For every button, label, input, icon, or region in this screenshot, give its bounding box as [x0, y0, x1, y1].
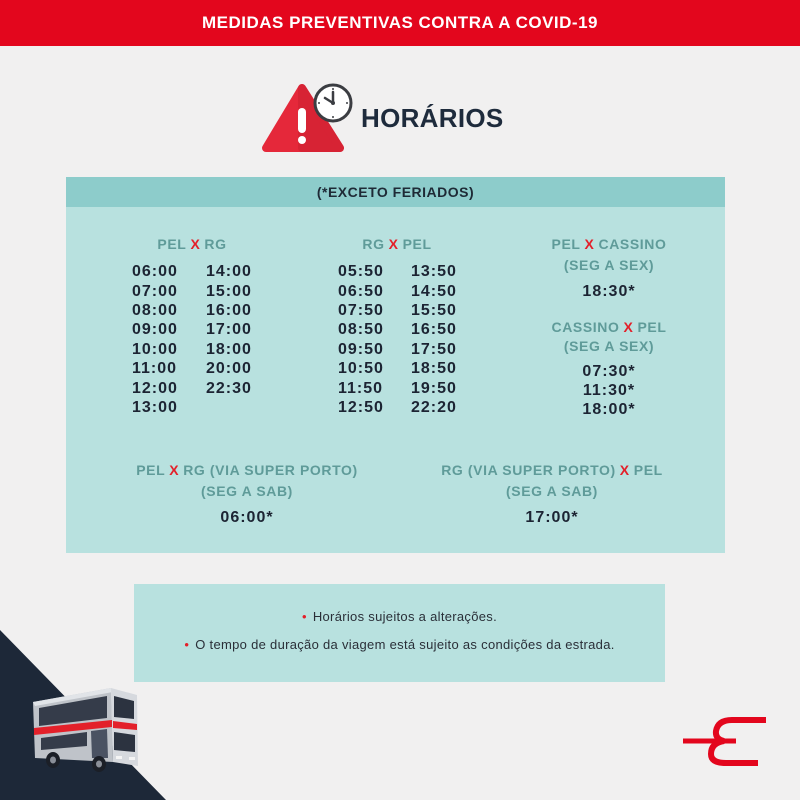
route-destination: PEL: [402, 236, 432, 252]
rg-pel-times-left: [338, 262, 398, 417]
route-destination: RG (VIA SUPER PORTO): [183, 462, 358, 478]
route-title-pel-cassino: [509, 235, 709, 253]
departure-time: 10:50: [338, 360, 384, 378]
holiday-note: (*EXCETO FERIADOS): [316, 184, 475, 200]
route-destination: CASSINO: [598, 236, 667, 252]
table-header: [66, 177, 725, 207]
route-origin: CASSINO: [551, 319, 620, 335]
departure-time: 20:00: [206, 360, 252, 378]
departure-time: 07:30*: [582, 363, 636, 381]
route-separator: X: [388, 236, 399, 252]
route-title-rg-pel: [297, 235, 497, 253]
departure-time: 15:00: [206, 282, 252, 300]
departure-time: 07:00: [132, 282, 178, 300]
departure-time: 06:00: [132, 263, 178, 281]
departure-time: 07:50: [338, 302, 384, 320]
departure-time: 18:50: [411, 360, 457, 378]
departure-time: 13:00: [132, 399, 178, 417]
departure-time: 09:50: [338, 340, 384, 358]
departure-time: 17:00: [206, 321, 252, 339]
departure-time: 15:50: [411, 302, 457, 320]
departure-time: 10:00: [132, 340, 178, 358]
note-item: [134, 608, 665, 626]
departure-time: 17:50: [411, 340, 457, 358]
pel-rg-times-right: [206, 262, 266, 398]
route-days: (SEG A SEX): [563, 338, 655, 354]
departure-time: 22:20: [411, 399, 457, 417]
route-origin: PEL: [136, 462, 166, 478]
departure-time: 19:50: [411, 379, 457, 397]
departure-time: 16:50: [411, 321, 457, 339]
departure-time: 22:30: [206, 379, 252, 397]
route-title-rg-super-porto-pel: [422, 461, 682, 479]
page-title: HORÁRIOS: [361, 103, 504, 133]
route-origin: RG: [362, 236, 385, 252]
departure-time: 13:50: [411, 263, 457, 281]
route-separator: X: [169, 462, 180, 478]
route-days: (SEG A SEX): [563, 257, 655, 273]
schedule-table: [66, 177, 725, 553]
banner-title: MEDIDAS PREVENTIVAS CONTRA A COVID-19: [201, 13, 598, 32]
route-separator: X: [584, 236, 595, 252]
route-destination: PEL: [637, 319, 667, 335]
route-origin: PEL: [551, 236, 581, 252]
route-destination: RG: [204, 236, 227, 252]
warning-clock-icon: [262, 80, 362, 154]
route-title-pel-rg-super-porto: [117, 461, 377, 479]
brand-e-logo-icon: [680, 712, 770, 770]
route-days: (SEG A SAB): [506, 483, 598, 499]
route-destination: PEL: [633, 462, 663, 478]
note-text: O tempo de duração da viagem está sujeito as condições da estrada.: [195, 637, 615, 652]
departure-time: 18:00*: [582, 401, 636, 419]
departure-time: 17:00*: [525, 509, 579, 527]
departure-time: 11:50: [338, 379, 384, 397]
departure-time: 14:50: [411, 282, 457, 300]
top-banner: [0, 0, 800, 46]
route-title-pel-rg: [92, 235, 292, 253]
departure-time: 08:00: [132, 302, 178, 320]
departure-time: 06:00*: [220, 509, 274, 527]
departure-time: 18:00: [206, 340, 252, 358]
departure-time: 14:00: [206, 263, 252, 281]
departure-time: 18:30*: [582, 283, 636, 301]
pel-rg-times-left: [132, 262, 192, 417]
departure-time: 05:50: [338, 263, 384, 281]
route-days: (SEG A SAB): [201, 483, 293, 499]
departure-time: 12:00: [132, 379, 178, 397]
departure-time: 16:00: [206, 302, 252, 320]
route-separator: X: [190, 236, 201, 252]
departure-time: 12:50: [338, 399, 384, 417]
route-origin: RG (VIA SUPER PORTO): [441, 462, 616, 478]
departure-time: 11:00: [132, 360, 178, 378]
route-title-cassino-pel: [509, 318, 709, 336]
note-item: [134, 636, 665, 654]
departure-time: 06:50: [338, 282, 384, 300]
bullet-icon: •: [301, 609, 307, 624]
rg-pel-times-right: [411, 262, 471, 417]
note-text: Horários sujeitos a alterações.: [312, 609, 498, 624]
double-decker-bus-icon: [25, 680, 145, 780]
departure-time: 09:00: [132, 321, 178, 339]
route-separator: X: [619, 462, 630, 478]
departure-time: 11:30*: [582, 382, 636, 400]
notes-box: [134, 584, 665, 682]
departure-time: 08:50: [338, 321, 384, 339]
route-separator: X: [623, 319, 634, 335]
bullet-icon: •: [184, 637, 190, 652]
route-origin: PEL: [157, 236, 187, 252]
